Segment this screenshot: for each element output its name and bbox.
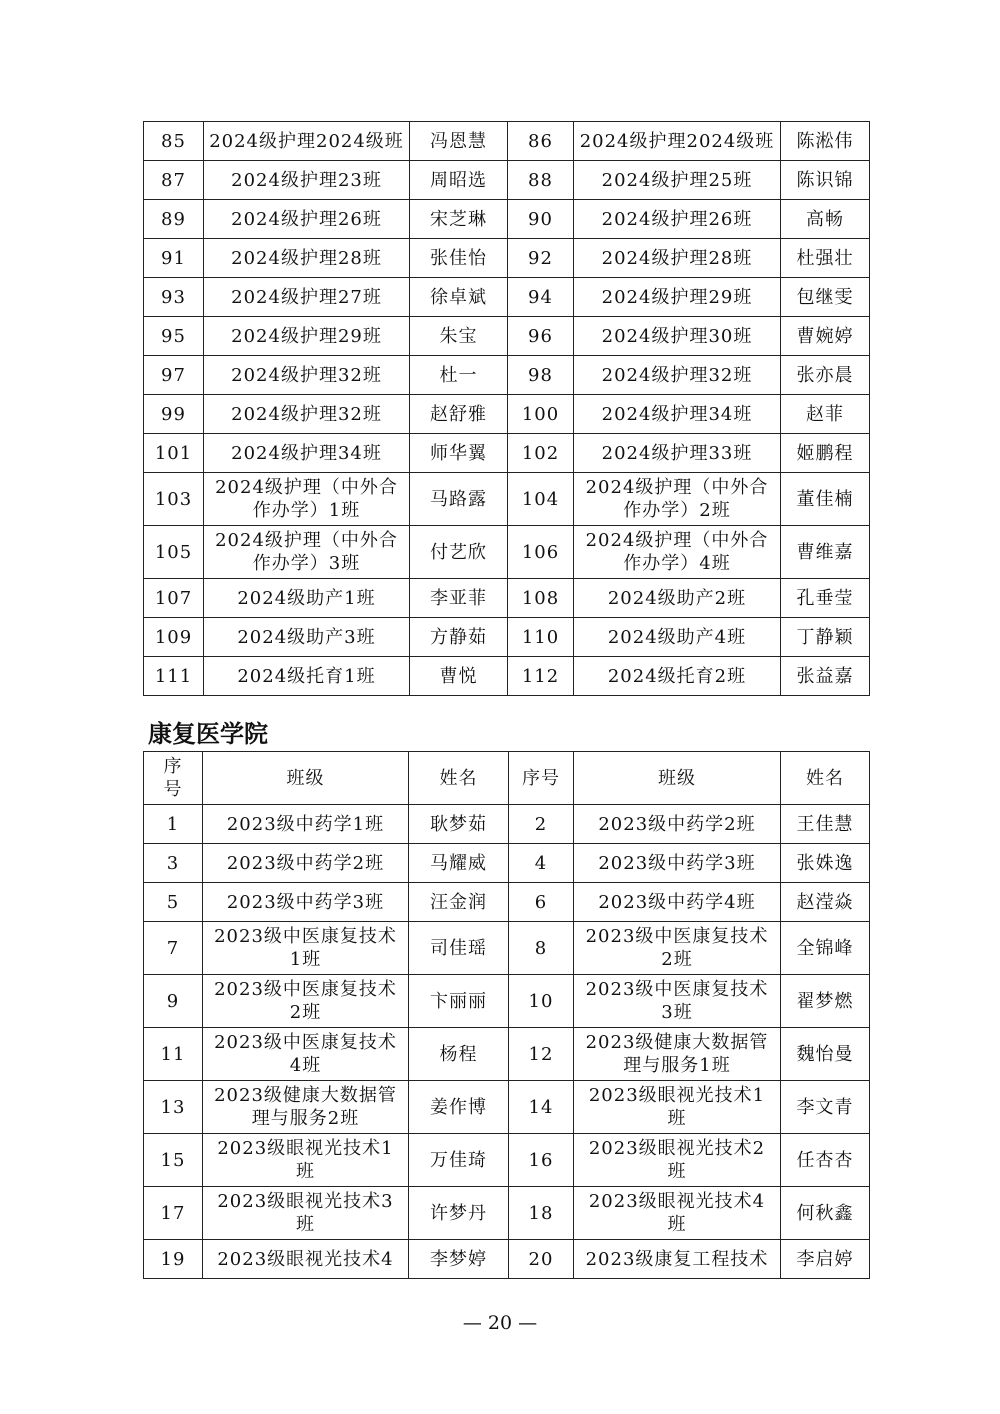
seq-cell: 9	[144, 975, 203, 1028]
table-row	[144, 975, 870, 1028]
seq-cell: 99	[144, 395, 204, 434]
seq-cell: 16	[509, 1134, 574, 1187]
seq-cell: 96	[508, 317, 574, 356]
name-cell: 李启婷	[781, 1240, 870, 1279]
name-cell: 高畅	[781, 200, 870, 239]
class-line: 2024级护理2024级班	[579, 130, 775, 152]
header-row	[144, 752, 870, 805]
name-cell: 耿梦茹	[409, 805, 509, 844]
class-cell	[574, 1187, 781, 1240]
roster-table-body	[144, 122, 870, 696]
seq-cell: 101	[144, 434, 204, 473]
table-row	[144, 579, 870, 618]
class-cell	[203, 922, 409, 975]
name-cell: 万佳琦	[409, 1134, 509, 1187]
name-cell: 包继雯	[781, 278, 870, 317]
roster-table-rehab	[143, 751, 870, 1279]
table-row	[144, 434, 870, 473]
class-line: 2024级护理33班	[601, 442, 753, 464]
seq-cell: 89	[144, 200, 204, 239]
class-line: 2024级托育1班	[237, 665, 376, 687]
class-cell	[204, 473, 410, 526]
class-line: 2023级中药学4班	[598, 891, 756, 913]
name-cell: 董佳楠	[781, 473, 870, 526]
seq-cell: 13	[144, 1081, 203, 1134]
class-line: 2023级中药学3班	[226, 891, 385, 913]
class-cell	[574, 883, 781, 922]
class-cell	[574, 200, 781, 239]
seq-cell: 105	[144, 526, 204, 579]
class-line: 2023级中医康复技术	[585, 979, 769, 1000]
class-cell	[574, 122, 781, 161]
class-line: 2023级中药学1班	[226, 813, 385, 835]
table-row	[144, 395, 870, 434]
seq-cell: 111	[144, 657, 204, 696]
class-line: 2024级护理30班	[601, 325, 753, 347]
class-cell	[574, 278, 781, 317]
class-cell	[574, 975, 781, 1028]
class-cell	[574, 434, 781, 473]
header-name-1: 姓名	[409, 752, 509, 805]
class-line: 2023级眼视光技术1	[588, 1085, 766, 1106]
header-class-2: 班级	[574, 752, 781, 805]
seq-cell: 8	[509, 922, 574, 975]
name-cell: 司佳瑶	[409, 922, 509, 975]
seq-cell: 110	[508, 618, 574, 657]
name-cell: 李亚菲	[410, 579, 508, 618]
seq-cell: 15	[144, 1134, 203, 1187]
class-line: 2024级助产1班	[237, 587, 376, 609]
class-line: 2024级护理（中外合	[215, 530, 398, 551]
class-line: 2023级中药学2班	[226, 852, 385, 874]
name-cell: 张亦晨	[781, 356, 870, 395]
seq-cell: 90	[508, 200, 574, 239]
class-cell	[574, 844, 781, 883]
class-line: 2024级护理27班	[231, 286, 382, 308]
class-cell	[204, 579, 410, 618]
table-row	[144, 356, 870, 395]
class-line: 2023级中药学2班	[598, 813, 756, 835]
class-line: 2024级护理32班	[601, 364, 753, 386]
name-cell: 马路露	[410, 473, 508, 526]
seq-cell: 104	[508, 473, 574, 526]
class-line: 2024级护理29班	[231, 325, 382, 347]
class-cell	[203, 975, 409, 1028]
class-cell	[203, 1028, 409, 1081]
class-line: 2023级眼视光技术4	[217, 1248, 394, 1270]
class-cell	[574, 579, 781, 618]
table-row	[144, 1187, 870, 1240]
class-line: 2023级中医康复技术	[214, 926, 397, 947]
class-line: 2024级护理（中外合	[585, 477, 769, 498]
table-row	[144, 618, 870, 657]
name-cell: 周昭选	[410, 161, 508, 200]
name-cell: 张益嘉	[781, 657, 870, 696]
name-cell: 许梦丹	[409, 1187, 509, 1240]
name-cell: 姜作博	[409, 1081, 509, 1134]
seq-cell: 85	[144, 122, 204, 161]
class-line: 作办学）1班	[252, 500, 361, 521]
class-cell	[574, 526, 781, 579]
class-line: 2024级护理26班	[231, 208, 382, 230]
seq-cell: 3	[144, 844, 203, 883]
seq-cell: 6	[509, 883, 574, 922]
class-line: 2024级托育2班	[607, 665, 747, 687]
class-cell	[574, 1240, 781, 1279]
class-line: 班	[296, 1214, 315, 1235]
seq-cell: 88	[508, 161, 574, 200]
name-cell: 卞丽丽	[409, 975, 509, 1028]
class-line: 2024级护理28班	[601, 247, 753, 269]
class-line: 2024级助产4班	[607, 626, 747, 648]
class-cell	[204, 356, 410, 395]
class-line: 3班	[661, 1002, 693, 1023]
class-line: 2023级健康大数据管	[585, 1032, 769, 1053]
class-line: 2024级护理（中外合	[585, 530, 769, 551]
seq-cell: 100	[508, 395, 574, 434]
seq-cell: 91	[144, 239, 204, 278]
name-cell: 汪金润	[409, 883, 509, 922]
class-cell	[574, 161, 781, 200]
name-cell: 曹悦	[410, 657, 508, 696]
name-cell: 何秋鑫	[781, 1187, 870, 1240]
name-cell: 曹维嘉	[781, 526, 870, 579]
seq-cell: 12	[509, 1028, 574, 1081]
seq-cell: 93	[144, 278, 204, 317]
name-cell: 付艺欣	[410, 526, 508, 579]
class-line: 理与服务2班	[251, 1108, 360, 1129]
class-line: 班	[667, 1108, 687, 1129]
class-line: 班	[667, 1161, 687, 1182]
table-row	[144, 657, 870, 696]
header-class-1: 班级	[203, 752, 409, 805]
class-cell	[574, 922, 781, 975]
seq-cell: 20	[509, 1240, 574, 1279]
class-cell	[203, 1187, 409, 1240]
name-cell: 师华翼	[410, 434, 508, 473]
name-cell: 赵舒雅	[410, 395, 508, 434]
class-line: 2班	[289, 1002, 322, 1023]
seq-cell: 5	[144, 883, 203, 922]
table-row	[144, 122, 870, 161]
table-row	[144, 526, 870, 579]
roster-table-body	[144, 805, 870, 1279]
class-cell	[203, 1134, 409, 1187]
seq-cell: 17	[144, 1187, 203, 1240]
class-cell	[204, 395, 410, 434]
seq-cell: 108	[508, 579, 574, 618]
seq-cell: 4	[509, 844, 574, 883]
name-cell: 曹婉婷	[781, 317, 870, 356]
table-row	[144, 1028, 870, 1081]
name-cell: 赵菲	[781, 395, 870, 434]
seq-cell: 107	[144, 579, 204, 618]
class-cell	[574, 239, 781, 278]
class-line: 2024级护理34班	[231, 442, 382, 464]
seq-cell: 86	[508, 122, 574, 161]
header-name-2: 姓名	[781, 752, 870, 805]
class-cell	[204, 317, 410, 356]
class-cell	[574, 356, 781, 395]
name-cell: 杜一	[410, 356, 508, 395]
table-row	[144, 883, 870, 922]
table-row	[144, 1081, 870, 1134]
class-line: 2023级中医康复技术	[585, 926, 769, 947]
name-cell: 冯恩慧	[410, 122, 508, 161]
class-cell	[204, 278, 410, 317]
class-line: 2023级中医康复技术	[214, 979, 397, 1000]
name-cell: 全锦峰	[781, 922, 870, 975]
name-cell: 魏怡曼	[781, 1028, 870, 1081]
name-cell: 杨程	[409, 1028, 509, 1081]
class-line: 2023级眼视光技术1	[217, 1138, 394, 1159]
header-seq-2: 序号	[509, 752, 574, 805]
name-cell: 陈淞伟	[781, 122, 870, 161]
seq-cell: 2	[509, 805, 574, 844]
name-cell: 赵滢焱	[781, 883, 870, 922]
class-line: 2024级助产2班	[607, 587, 747, 609]
class-cell	[204, 434, 410, 473]
name-cell: 方静茹	[410, 618, 508, 657]
class-line: 理与服务1班	[623, 1055, 731, 1076]
table-row	[144, 317, 870, 356]
class-line: 2023级眼视光技术2	[588, 1138, 766, 1159]
seq-cell: 92	[508, 239, 574, 278]
table-row	[144, 239, 870, 278]
class-cell	[574, 1028, 781, 1081]
name-cell: 翟梦燃	[781, 975, 870, 1028]
seq-cell: 98	[508, 356, 574, 395]
class-line: 2023级眼视光技术3	[217, 1191, 394, 1212]
class-line: 2024级护理2024级班	[209, 130, 404, 152]
class-cell	[574, 317, 781, 356]
name-cell: 徐卓斌	[410, 278, 508, 317]
class-cell	[204, 161, 410, 200]
class-line: 2023级中药学3班	[598, 852, 756, 874]
name-cell: 陈识锦	[781, 161, 870, 200]
class-cell	[574, 395, 781, 434]
name-cell: 朱宝	[410, 317, 508, 356]
class-cell	[574, 1134, 781, 1187]
seq-cell: 1	[144, 805, 203, 844]
name-cell: 宋芝琳	[410, 200, 508, 239]
table-row	[144, 805, 870, 844]
class-line: 班	[667, 1214, 687, 1235]
class-cell	[203, 1240, 409, 1279]
seq-cell: 97	[144, 356, 204, 395]
table-row	[144, 200, 870, 239]
name-cell: 丁静颖	[781, 618, 870, 657]
seq-cell: 14	[509, 1081, 574, 1134]
class-cell	[574, 657, 781, 696]
class-line: 2024级护理28班	[231, 247, 382, 269]
class-cell	[574, 805, 781, 844]
class-line: 作办学）3班	[252, 553, 361, 574]
header-seq-1: 序 号	[144, 752, 203, 805]
class-line: 1班	[289, 949, 322, 970]
class-cell	[203, 805, 409, 844]
page-number: — 20 —	[462, 1312, 538, 1334]
name-cell: 马耀威	[409, 844, 509, 883]
seq-cell: 18	[509, 1187, 574, 1240]
table-row	[144, 278, 870, 317]
class-line: 2024级护理29班	[601, 286, 753, 308]
seq-cell: 109	[144, 618, 204, 657]
class-line: 班	[296, 1161, 315, 1182]
class-line: 作办学）4班	[623, 553, 731, 574]
seq-cell: 10	[509, 975, 574, 1028]
seq-cell: 11	[144, 1028, 203, 1081]
class-line: 2024级护理23班	[231, 169, 382, 191]
name-cell: 张姝逸	[781, 844, 870, 883]
seq-cell: 106	[508, 526, 574, 579]
class-line: 2023级眼视光技术4	[588, 1191, 766, 1212]
class-line: 2班	[661, 949, 693, 970]
table-row	[144, 844, 870, 883]
seq-cell: 95	[144, 317, 204, 356]
class-cell	[203, 883, 409, 922]
seq-cell: 19	[144, 1240, 203, 1279]
class-line: 2024级护理25班	[601, 169, 753, 191]
name-cell: 李文青	[781, 1081, 870, 1134]
class-cell	[203, 1081, 409, 1134]
seq-cell: 94	[508, 278, 574, 317]
class-line: 2024级护理34班	[601, 403, 753, 425]
table-row	[144, 1240, 870, 1279]
name-cell: 张佳怡	[410, 239, 508, 278]
name-cell: 任杏杏	[781, 1134, 870, 1187]
table-row	[144, 473, 870, 526]
class-line: 2024级助产3班	[237, 626, 376, 648]
seq-cell: 7	[144, 922, 203, 975]
table-header	[144, 752, 870, 805]
table-row	[144, 922, 870, 975]
seq-cell: 112	[508, 657, 574, 696]
class-line: 2024级护理26班	[601, 208, 753, 230]
class-line: 4班	[289, 1055, 322, 1076]
class-line: 2024级护理32班	[231, 364, 382, 386]
class-cell	[574, 618, 781, 657]
class-cell	[204, 200, 410, 239]
class-cell	[204, 526, 410, 579]
seq-cell: 103	[144, 473, 204, 526]
section-title: 康复医学院	[148, 720, 268, 748]
class-cell	[204, 122, 410, 161]
class-cell	[574, 1081, 781, 1134]
class-line: 2024级护理（中外合	[215, 477, 398, 498]
class-cell	[204, 239, 410, 278]
class-line: 2024级护理32班	[231, 403, 382, 425]
class-line: 作办学）2班	[623, 500, 731, 521]
name-cell: 姬鹏程	[781, 434, 870, 473]
table-row	[144, 161, 870, 200]
class-line: 2023级中医康复技术	[214, 1032, 397, 1053]
class-line: 2023级康复工程技术	[585, 1248, 769, 1270]
name-cell: 孔垂莹	[781, 579, 870, 618]
name-cell: 杜强壮	[781, 239, 870, 278]
class-cell	[204, 618, 410, 657]
class-line: 2023级健康大数据管	[214, 1085, 397, 1106]
class-cell	[204, 657, 410, 696]
roster-table-nursing	[143, 121, 870, 696]
seq-cell: 102	[508, 434, 574, 473]
class-cell	[203, 844, 409, 883]
class-cell	[574, 473, 781, 526]
name-cell: 李梦婷	[409, 1240, 509, 1279]
name-cell: 王佳慧	[781, 805, 870, 844]
seq-cell: 87	[144, 161, 204, 200]
table-row	[144, 1134, 870, 1187]
